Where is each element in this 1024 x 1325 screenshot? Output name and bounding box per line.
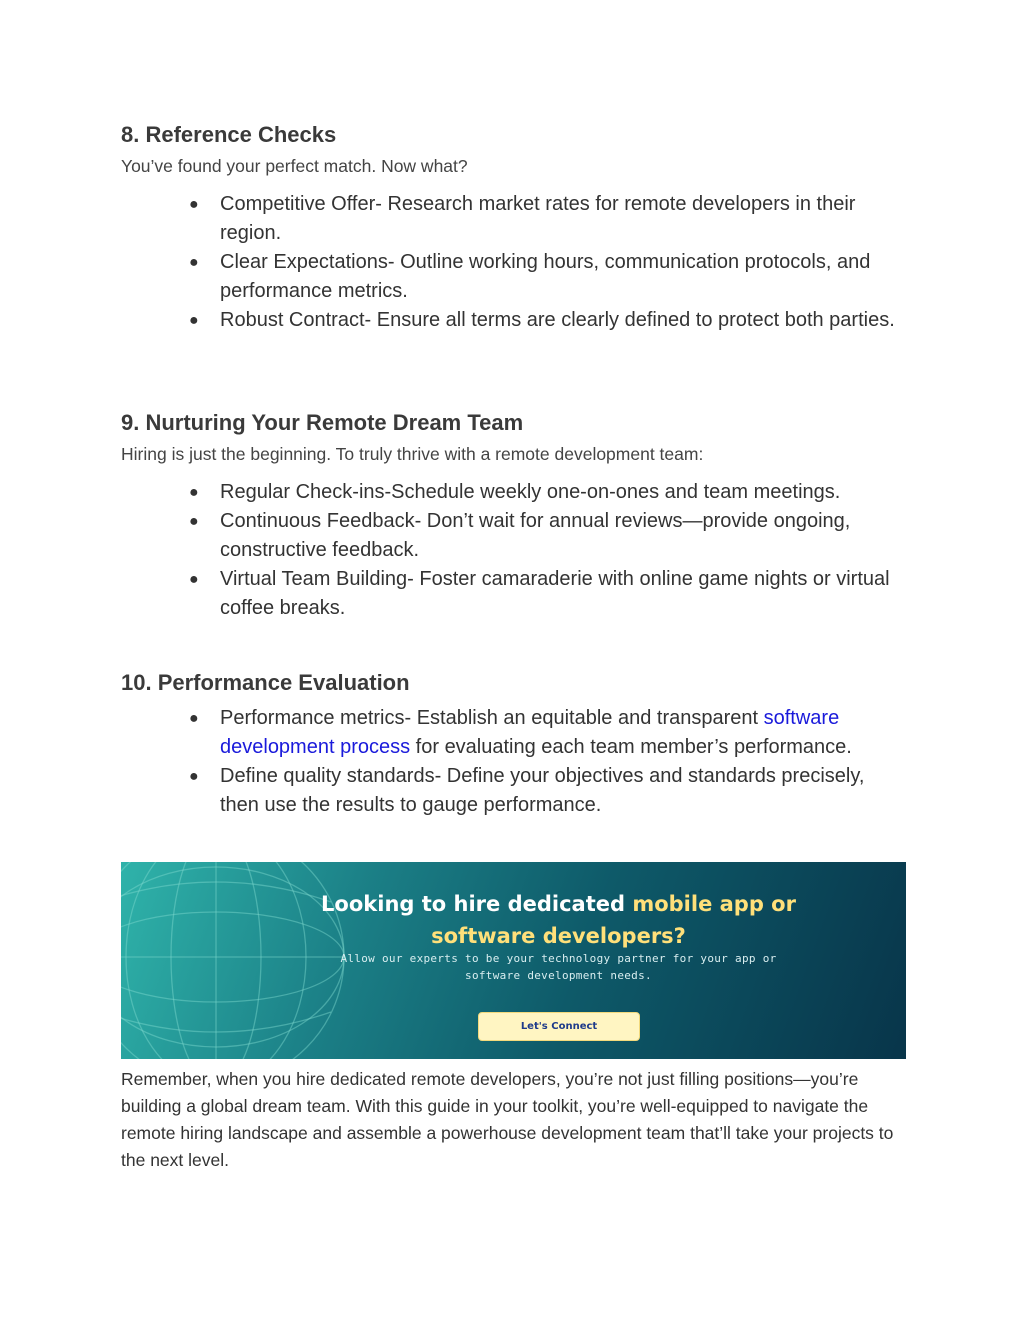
section-nurturing-team — [121, 409, 906, 623]
bullet-icon: ● — [189, 196, 199, 213]
section-intro: Hiring is just the beginning. To truly thrive with a remote development team: — [121, 444, 704, 464]
list-item-text: Define quality standards- Define your objectives and standards precisely, then use the results to gauge performance. — [220, 765, 865, 816]
hire-developers-banner[interactable] — [121, 862, 906, 1059]
list-item — [189, 248, 906, 306]
software-development-process-link[interactable]: software development process — [220, 707, 840, 758]
banner-headline — [121, 888, 906, 952]
section-heading: 10. Performance Evaluation — [121, 670, 410, 695]
bullet-icon: ● — [189, 312, 199, 329]
list-item — [189, 762, 906, 820]
list-item — [189, 704, 906, 762]
lets-connect-button[interactable]: Let's Connect — [478, 1012, 640, 1041]
list-item — [189, 190, 906, 248]
bullet-icon: ● — [189, 484, 199, 501]
bullet-icon: ● — [189, 710, 199, 727]
list-item — [189, 507, 906, 565]
banner-headline-accent: software developers? — [431, 924, 686, 948]
banner-subtext-line: software development needs. — [465, 969, 652, 982]
list-item-text: Clear Expectations- Outline working hours, communication protocols, and performance metrics. — [220, 251, 871, 302]
list-item-text: for evaluating each team member’s performance. — [410, 736, 852, 758]
banner-headline-accent: mobile app or — [632, 892, 796, 916]
list-item-text: Robust Contract- Ensure all terms are clearly defined to protect both parties. — [220, 309, 895, 331]
section-heading: 8. Reference Checks — [121, 122, 337, 147]
bullet-list — [121, 478, 906, 623]
list-item-text: Continuous Feedback- Don’t wait for annual reviews—provide ongoing, constructive feedback. — [220, 510, 851, 561]
bullet-icon: ● — [189, 513, 199, 530]
section-heading: 9. Nurturing Your Remote Dream Team — [121, 410, 524, 435]
bullet-list — [121, 704, 906, 820]
section-performance-evaluation — [121, 669, 906, 820]
list-item-text: Competitive Offer- Research market rates for remote developers in their region. — [220, 193, 856, 244]
list-item-text: Virtual Team Building- Foster camaraderie with online game nights or virtual coffee breaks. — [220, 568, 890, 619]
list-item — [189, 306, 906, 335]
banner-subtext — [121, 950, 906, 984]
bullet-icon: ● — [189, 768, 199, 785]
banner-subtext-line: Allow our experts to be your technology partner for your app or — [340, 952, 777, 965]
bullet-icon: ● — [189, 571, 199, 588]
list-item — [189, 565, 906, 623]
section-intro: You’ve found your perfect match. Now what? — [121, 156, 468, 176]
banner-headline-text: Looking to hire dedicated — [321, 892, 633, 916]
bullet-icon: ● — [189, 254, 199, 271]
section-reference-checks — [121, 121, 906, 335]
list-item-text: Regular Check-ins-Schedule weekly one-on-ones and team meetings. — [220, 481, 841, 503]
closing-paragraph: Remember, when you hire dedicated remote developers, you’re not just filling positions—you’re building a global dream team. With this guide in your toolkit, you’re well-equipped to navigate the remote hiring landscape and assemble a powerhouse development team that’ll take your projects to the next level. — [121, 1069, 894, 1170]
list-item-text: Performance metrics- Establish an equitable and transparent — [220, 707, 764, 729]
list-item — [189, 478, 906, 507]
bullet-list — [121, 190, 906, 335]
